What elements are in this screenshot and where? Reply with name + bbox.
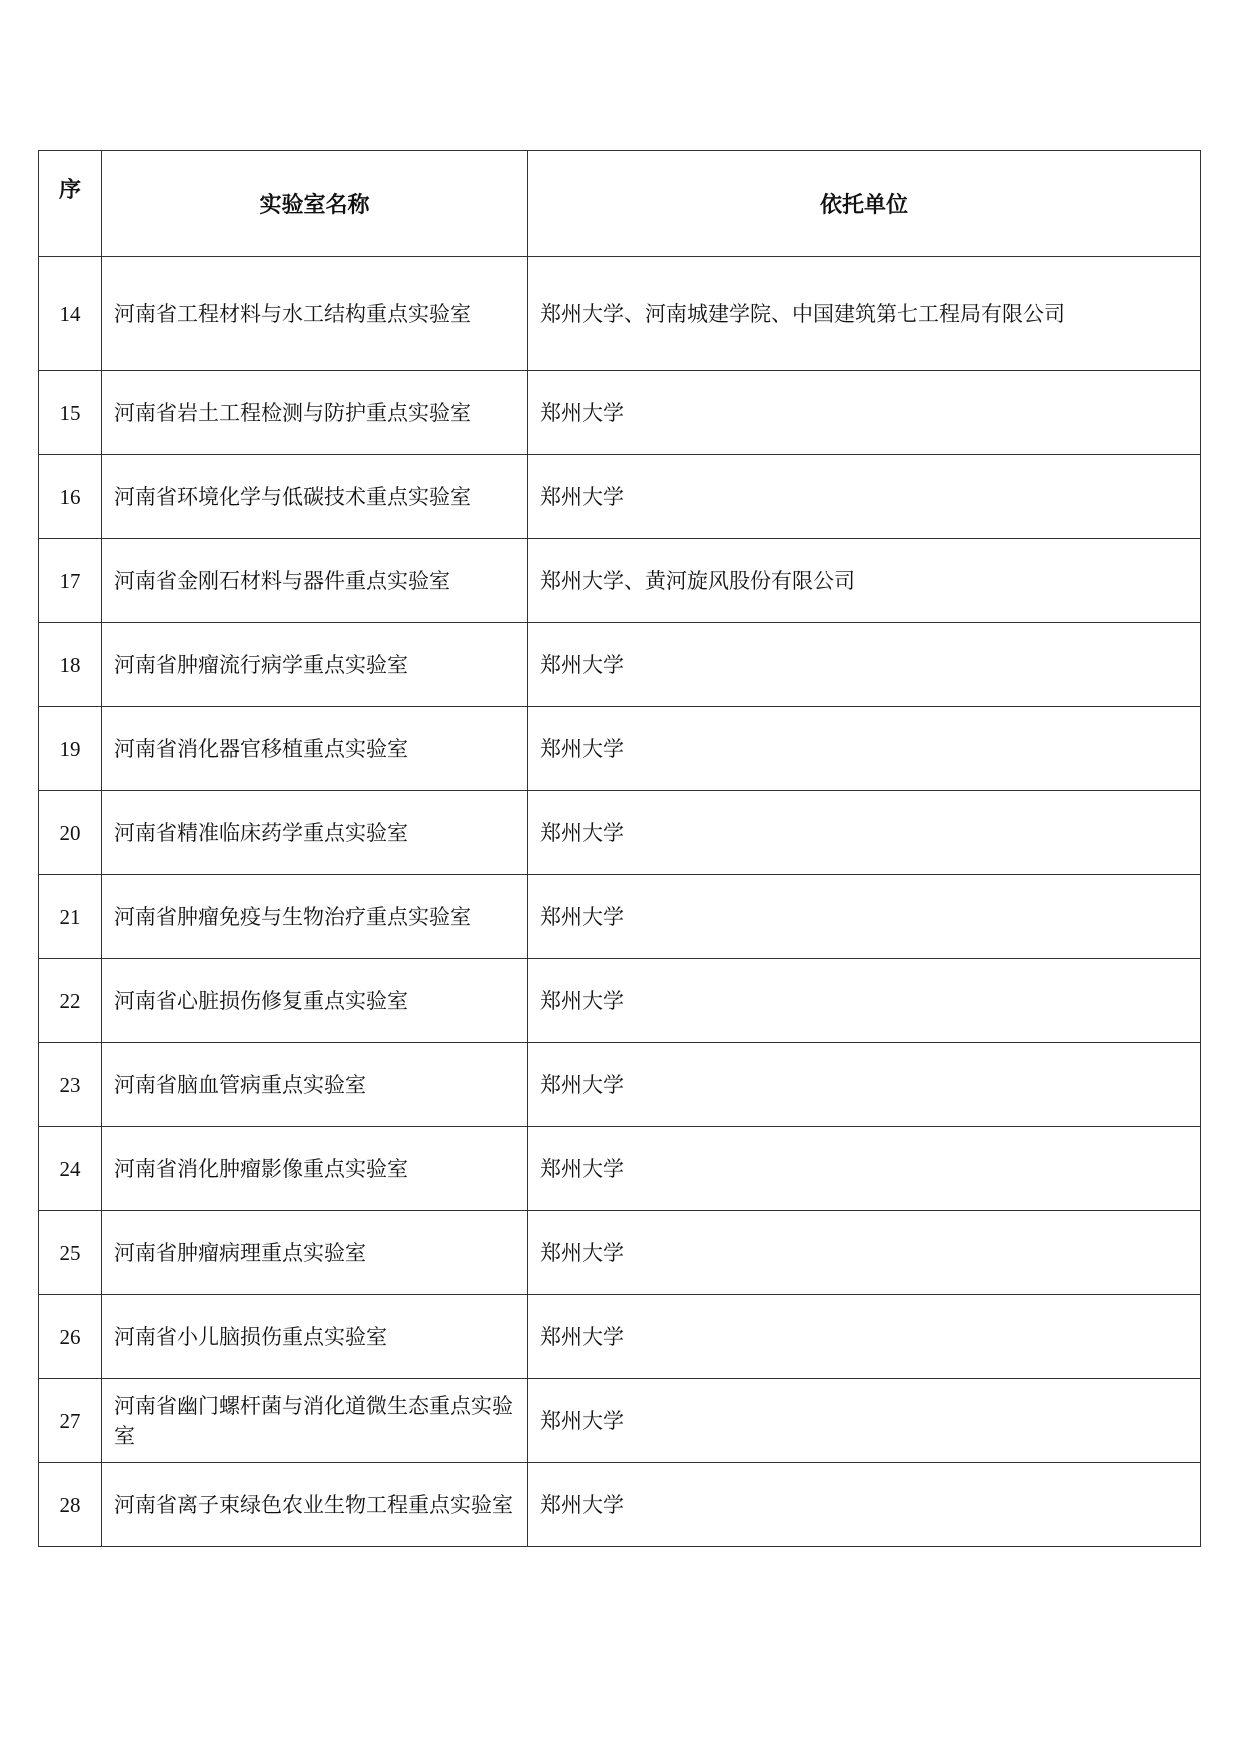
table-row [39, 1043, 1201, 1127]
lab-name-cell: 河南省小儿脑损伤重点实验室 [102, 1295, 528, 1379]
lab-name-cell: 河南省肿瘤免疫与生物治疗重点实验室 [102, 875, 528, 959]
host-unit-cell: 郑州大学 [528, 455, 1201, 539]
table-row [39, 1295, 1201, 1379]
lab-name-cell: 河南省幽门螺杆菌与消化道微生态重点实验室 [102, 1379, 528, 1463]
host-unit-cell: 郑州大学 [528, 875, 1201, 959]
lab-name-cell: 河南省脑血管病重点实验室 [102, 1043, 528, 1127]
table-row [39, 875, 1201, 959]
host-unit-cell: 郑州大学 [528, 1379, 1201, 1463]
lab-name-cell: 河南省肿瘤流行病学重点实验室 [102, 623, 528, 707]
lab-name-cell: 河南省离子束绿色农业生物工程重点实验室 [102, 1463, 528, 1547]
host-unit-cell: 郑州大学 [528, 707, 1201, 791]
serial-number-cell: 17 [39, 539, 102, 623]
lab-name-cell: 河南省心脏损伤修复重点实验室 [102, 959, 528, 1043]
table-row [39, 1379, 1201, 1463]
host-unit-cell: 郑州大学 [528, 623, 1201, 707]
table-row [39, 455, 1201, 539]
table-row [39, 791, 1201, 875]
lab-name-cell: 河南省金刚石材料与器件重点实验室 [102, 539, 528, 623]
table-row [39, 371, 1201, 455]
serial-number-cell: 18 [39, 623, 102, 707]
host-unit-cell: 郑州大学 [528, 959, 1201, 1043]
host-unit-cell: 郑州大学、河南城建学院、中国建筑第七工程局有限公司 [528, 257, 1201, 371]
lab-name-cell: 河南省消化肿瘤影像重点实验室 [102, 1127, 528, 1211]
table-row [39, 1211, 1201, 1295]
lab-name-cell: 河南省环境化学与低碳技术重点实验室 [102, 455, 528, 539]
serial-number-cell: 23 [39, 1043, 102, 1127]
serial-number-cell: 24 [39, 1127, 102, 1211]
host-unit-cell: 郑州大学 [528, 1463, 1201, 1547]
table-row [39, 1127, 1201, 1211]
host-unit-cell: 郑州大学、黄河旋风股份有限公司 [528, 539, 1201, 623]
table-row [39, 959, 1201, 1043]
serial-number-cell: 19 [39, 707, 102, 791]
lab-name-cell: 河南省消化器官移植重点实验室 [102, 707, 528, 791]
serial-number-cell: 27 [39, 1379, 102, 1463]
lab-name-cell: 河南省精准临床药学重点实验室 [102, 791, 528, 875]
table-row [39, 257, 1201, 371]
serial-number-cell: 25 [39, 1211, 102, 1295]
table-row [39, 623, 1201, 707]
serial-number-cell: 14 [39, 257, 102, 371]
header-host-unit: 依托单位 [528, 151, 1201, 257]
lab-list-table [38, 150, 1201, 1547]
header-serial-number: 序 [39, 151, 102, 257]
lab-name-cell: 河南省工程材料与水工结构重点实验室 [102, 257, 528, 371]
host-unit-cell: 郑州大学 [528, 371, 1201, 455]
host-unit-cell: 郑州大学 [528, 791, 1201, 875]
table-row [39, 707, 1201, 791]
serial-number-cell: 21 [39, 875, 102, 959]
lab-name-cell: 河南省岩土工程检测与防护重点实验室 [102, 371, 528, 455]
table-header [39, 151, 1201, 257]
table-row [39, 1463, 1201, 1547]
table-body [39, 257, 1201, 1547]
header-row [39, 151, 1201, 257]
serial-number-cell: 20 [39, 791, 102, 875]
serial-number-cell: 15 [39, 371, 102, 455]
host-unit-cell: 郑州大学 [528, 1295, 1201, 1379]
serial-number-cell: 26 [39, 1295, 102, 1379]
host-unit-cell: 郑州大学 [528, 1127, 1201, 1211]
host-unit-cell: 郑州大学 [528, 1211, 1201, 1295]
table-row [39, 539, 1201, 623]
host-unit-cell: 郑州大学 [528, 1043, 1201, 1127]
serial-number-cell: 16 [39, 455, 102, 539]
serial-number-cell: 22 [39, 959, 102, 1043]
lab-name-cell: 河南省肿瘤病理重点实验室 [102, 1211, 528, 1295]
serial-number-cell: 28 [39, 1463, 102, 1547]
header-lab-name: 实验室名称 [102, 151, 528, 257]
